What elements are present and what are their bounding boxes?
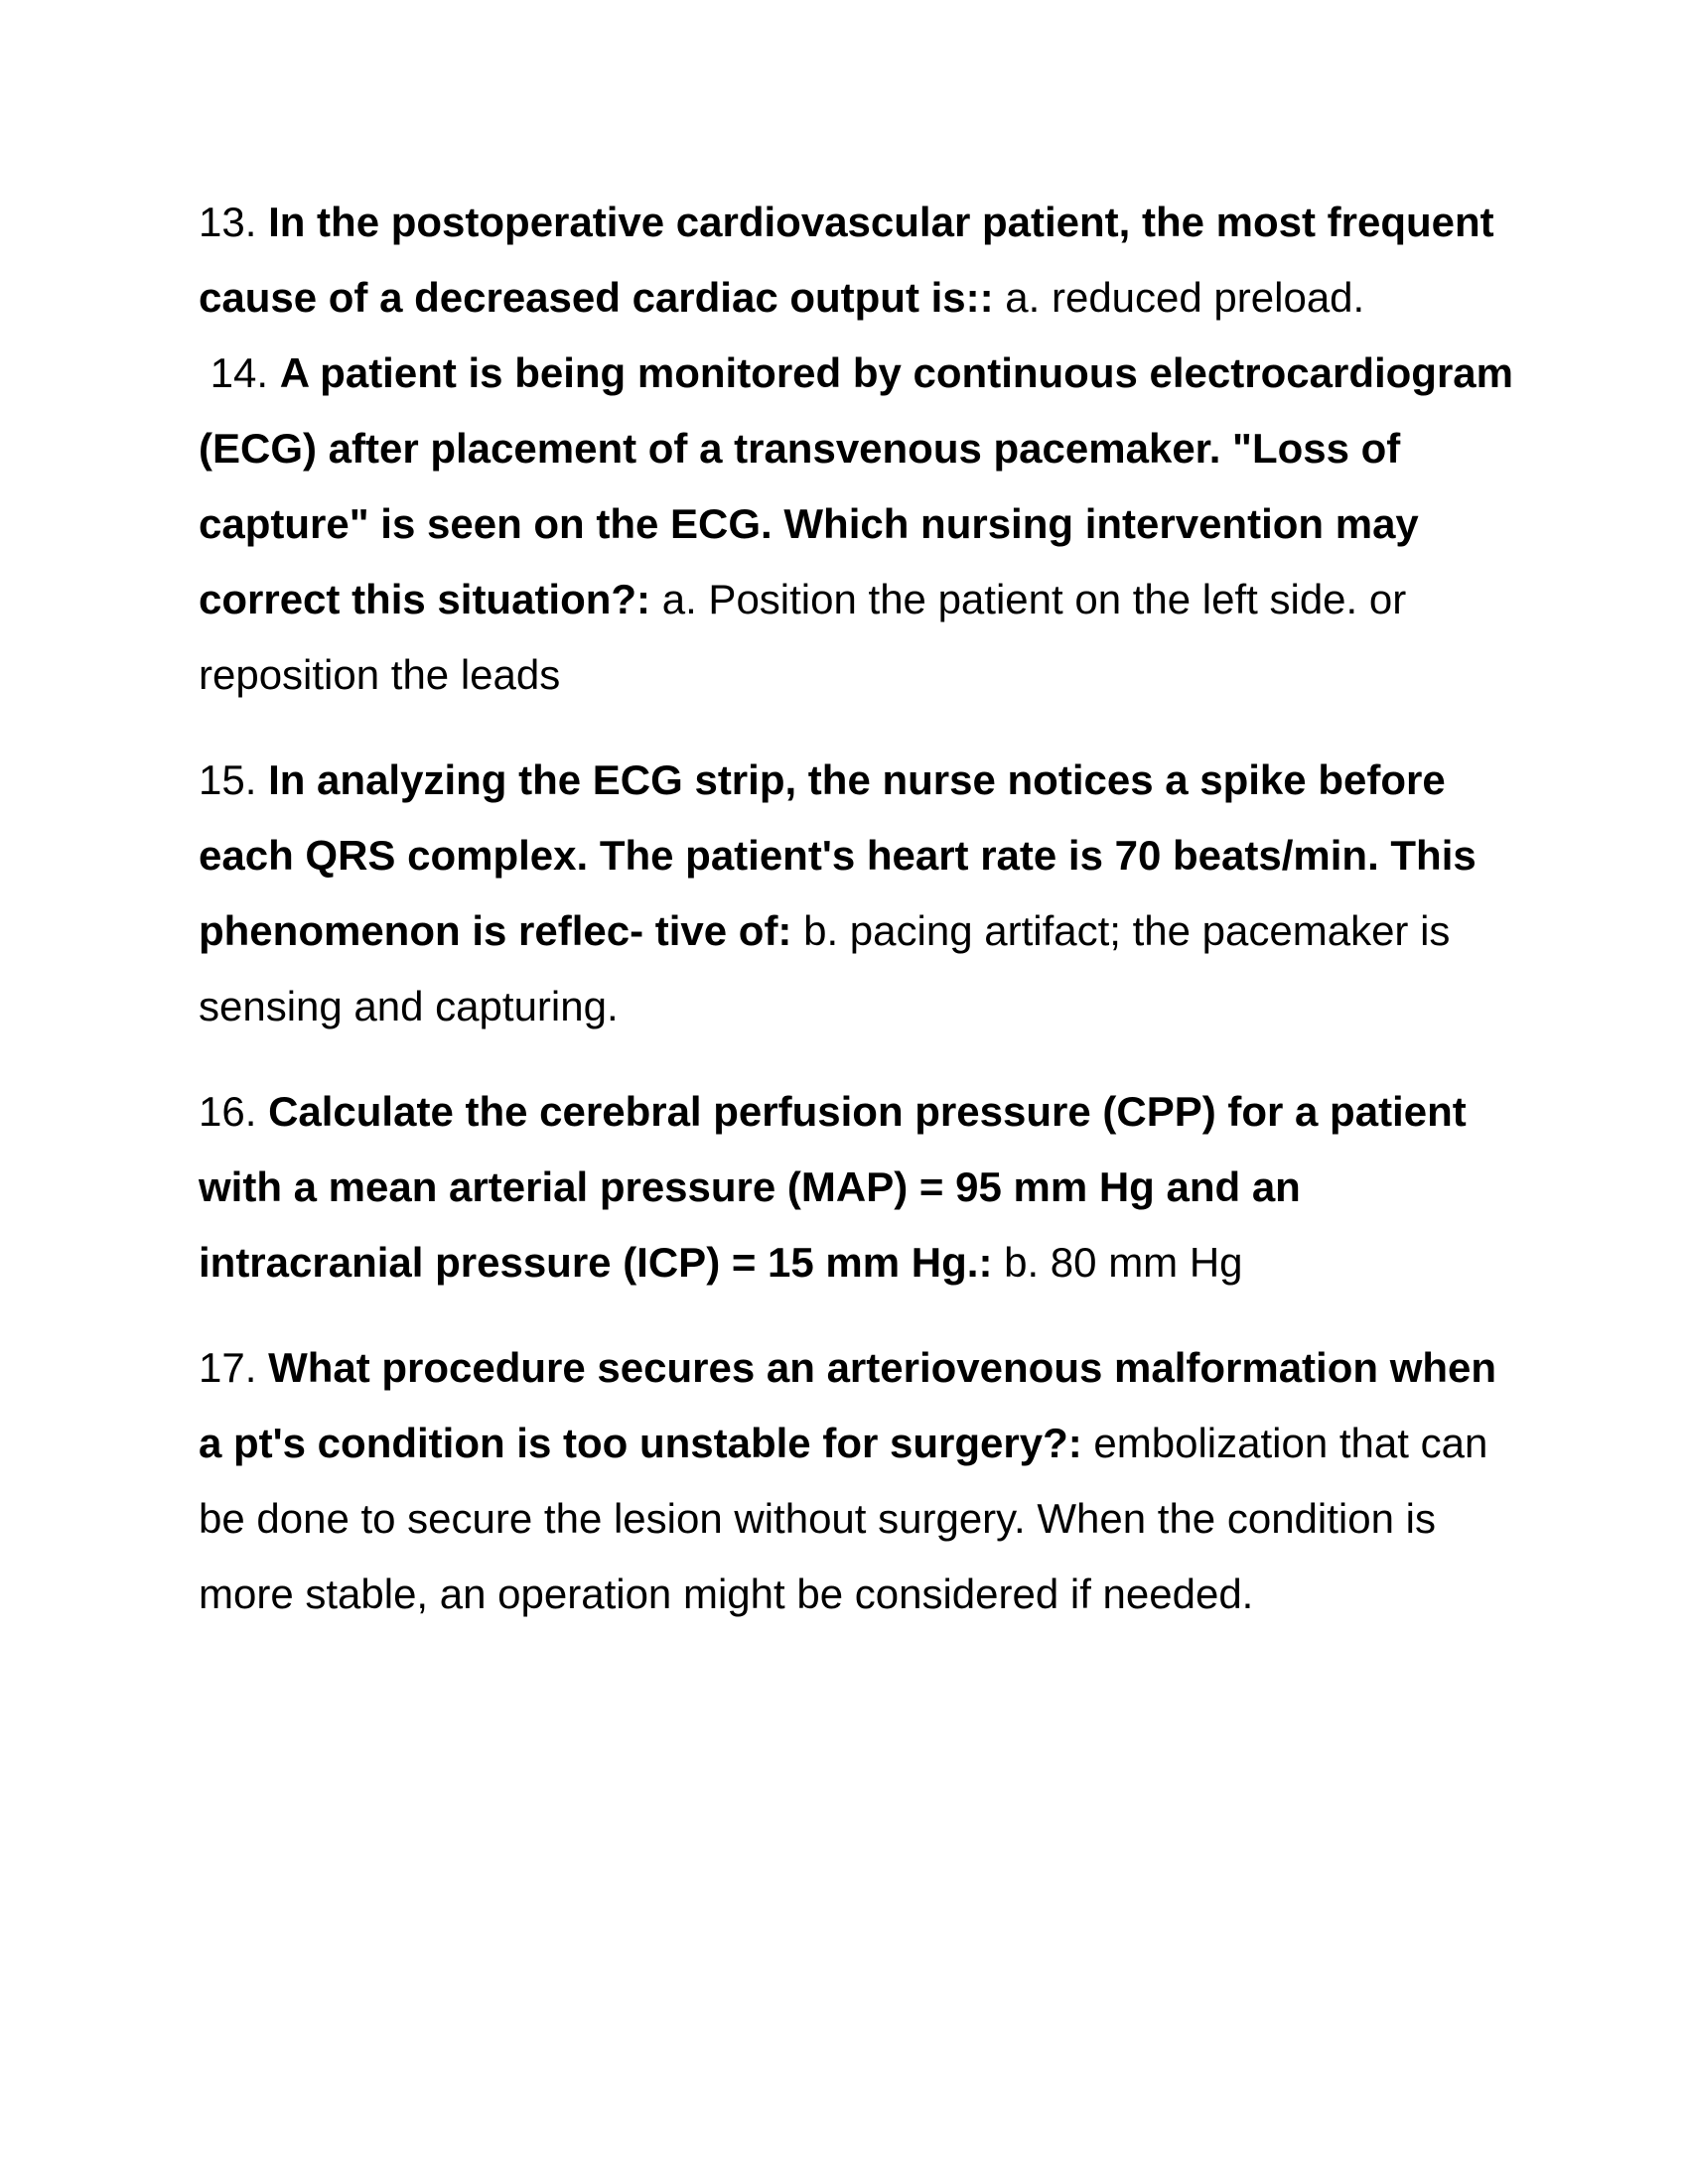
question-item-13 — [199, 185, 1519, 336]
answer-text: embolization that can be done to secure the lesion without surgery. When the condition is more stable, an operation might be considered if needed. — [199, 1420, 1488, 1617]
question-item-15 — [199, 743, 1519, 1044]
answer-text: a. reduced preload. — [1005, 274, 1365, 321]
question-number: 17. — [199, 1344, 257, 1391]
question-text: In analyzing the ECG strip, the nurse notices a spike before each QRS complex. The patient's heart rate is 70 beats/min. This phenomenon is reflec- tive of: — [199, 756, 1477, 954]
question-item-14 — [199, 336, 1519, 713]
question-text: A patient is being monitored by continuous electrocardiogram (ECG) after placement of a transvenous pacemaker. "Loss of capture" is seen on the ECG. Which nursing intervention may correct this situation?: — [199, 349, 1513, 622]
question-number: 16. — [199, 1088, 257, 1135]
question-item-16 — [199, 1074, 1519, 1300]
answer-text: a. Position the patient on the left side. or reposition the leads — [199, 576, 1407, 698]
question-text: Calculate the cerebral perfusion pressure (CPP) for a patient with a mean arterial pressure (MAP) = 95 mm Hg and an intracranial pressure (ICP) = 15 mm Hg.: — [199, 1088, 1467, 1286]
question-text: What procedure secures an arteriovenous malformation when a pt's condition is too unstable for surgery?: — [199, 1344, 1497, 1466]
question-item-17 — [199, 1330, 1519, 1632]
answer-text: b. 80 mm Hg — [1004, 1239, 1243, 1286]
question-number: 15. — [199, 756, 257, 803]
question-text: In the postoperative cardiovascular patient, the most frequent cause of a decreased cardiac output is:: — [199, 199, 1494, 321]
question-number: 14. — [210, 349, 269, 396]
document-body — [199, 185, 1519, 1632]
question-number: 13. — [199, 199, 257, 245]
answer-text: b. pacing artifact; the pacemaker is sensing and capturing. — [199, 907, 1451, 1029]
